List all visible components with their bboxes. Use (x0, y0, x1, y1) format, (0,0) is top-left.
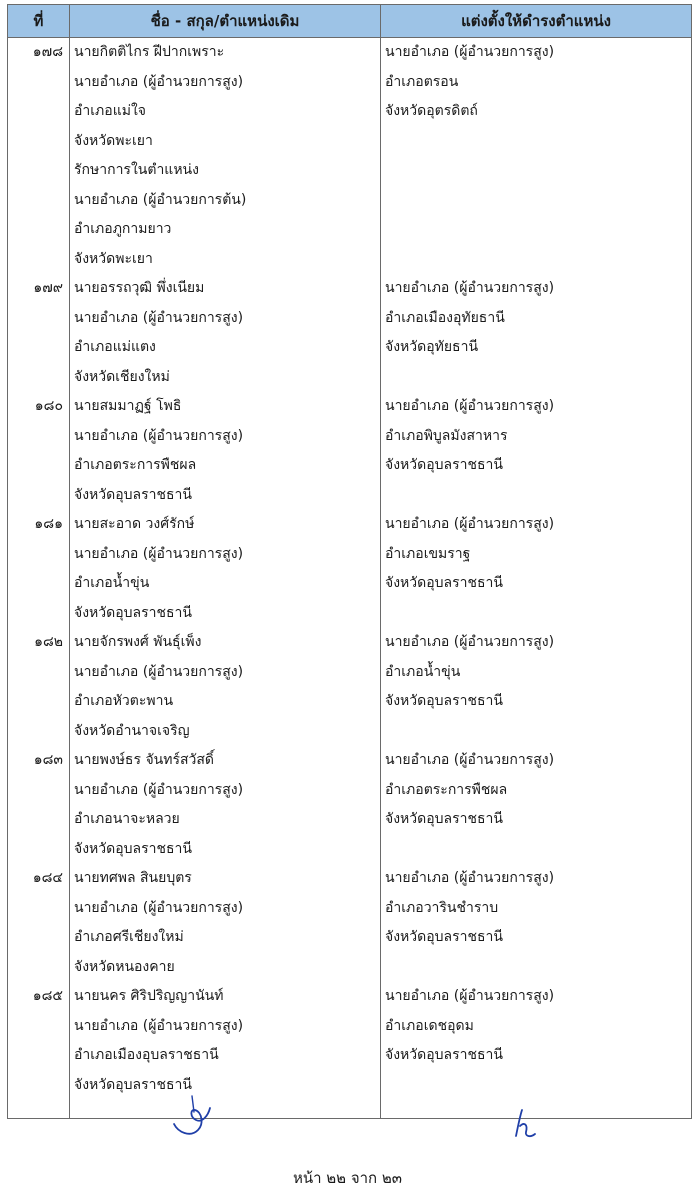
header-name-old-position: ชื่อ - สกุล/ตำแหน่งเดิม (70, 5, 381, 38)
new-position-line: จังหวัดอุบลราชธานี (385, 1047, 503, 1063)
old-position-line: อำเภอภูกามยาว (74, 221, 172, 237)
new-position-line: นายอำเภอ (ผู้อำนวยการสูง) (385, 398, 555, 414)
row-number-text: ๑๘๐ (34, 398, 63, 414)
new-position-line: จังหวัดอุบลราชธานี (385, 811, 503, 827)
row-number (8, 392, 70, 510)
old-position-line: นายทศพล สินยบุตร (74, 870, 192, 886)
new-position-line: จังหวัดอุบลราชธานี (385, 575, 503, 591)
table-row (8, 38, 692, 275)
old-position-line: จังหวัดอุบลราชธานี (74, 1076, 192, 1093)
old-position-line: อำเภอแม่ใจ (74, 103, 146, 119)
old-position-line: อำเภอเมืองอุบลราชธานี (74, 1047, 219, 1063)
old-position-cell (70, 510, 381, 628)
table-row (8, 628, 692, 746)
row-number (8, 982, 70, 1119)
old-position-cell (70, 274, 381, 392)
page-number: หน้า ๒๒ จาก ๒๓ (292, 1169, 403, 1187)
new-position-line: อำเภอตระการพืชผล (385, 781, 508, 798)
old-position-line: อำเภอตระการพืชผล (74, 457, 197, 473)
row-number (8, 746, 70, 864)
old-position-line: นายอำเภอ (ผู้อำนวยการสูง) (74, 309, 244, 326)
new-position-cell (381, 274, 692, 392)
new-position-line: นายอำเภอ (ผู้อำนวยการสูง) (385, 752, 555, 768)
table-header (8, 5, 692, 38)
new-position-line: อำเภอวารินชำราบ (385, 899, 499, 916)
old-position-line: อำเภอนาจะหลวย (74, 811, 180, 827)
old-position-cell (70, 38, 381, 275)
new-position-cell (381, 510, 692, 628)
old-position-line: นายอำเภอ (ผู้อำนวยการสูง) (74, 545, 244, 562)
old-position-cell (70, 746, 381, 864)
signature-left (168, 1090, 218, 1146)
new-position-line: จังหวัดอุทัยธานี (385, 339, 479, 355)
new-position-line: อำเภอน้ำขุ่น (385, 663, 461, 680)
old-position-line: นายอำเภอ (ผู้อำนวยการสูง) (74, 899, 244, 916)
new-position-line: อำเภอตรอน (385, 73, 459, 90)
row-number-text: ๑๗๙ (33, 280, 63, 296)
row-number-text: ๑๘๕ (32, 988, 63, 1004)
old-position-line: จังหวัดอำนาจเจริญ (74, 722, 190, 739)
old-position-line: จังหวัดอุบลราชธานี (74, 840, 192, 857)
old-position-line: จังหวัดพะเยา (74, 250, 153, 267)
new-position-line: นายอำเภอ (ผู้อำนวยการสูง) (385, 280, 555, 296)
old-position-line: จังหวัดอุบลราชธานี (74, 604, 192, 621)
row-number (8, 864, 70, 982)
row-number-text: ๑๘๔ (32, 870, 63, 886)
old-position-line: นายอำเภอ (ผู้อำนวยการสูง) (74, 781, 244, 798)
old-position-line: นายอำเภอ (ผู้อำนวยการสูง) (74, 427, 244, 444)
row-number (8, 274, 70, 392)
row-number (8, 628, 70, 746)
old-position-line: นายจักรพงศ์ พันธุ์เพ็ง (74, 634, 202, 650)
old-position-line: นายนคร ศิริปริญญานันท์ (74, 988, 224, 1004)
table-row (8, 392, 692, 510)
table-row (8, 746, 692, 864)
old-position-line: นายพงษ์ธร จันทร์สวัสดิ์ (74, 752, 215, 768)
old-position-line: นายอำเภอ (ผู้อำนวยการสูง) (74, 663, 244, 680)
old-position-line: จังหวัดเชียงใหม่ (74, 368, 170, 385)
old-position-line: รักษาการในตำแหน่ง (74, 162, 199, 178)
new-position-line: จังหวัดอุบลราชธานี (385, 693, 503, 709)
old-position-cell (70, 982, 381, 1119)
old-position-line: นายกิตติไกร ฝีปากเพราะ (74, 44, 225, 60)
header-new-position: แต่งตั้งให้ดำรงตำแหน่ง (381, 5, 692, 38)
new-position-line: อำเภอเขมราฐ (385, 545, 471, 562)
new-position-line: จังหวัดอุตรดิตถ์ (385, 103, 478, 119)
old-position-line: จังหวัดพะเยา (74, 132, 153, 149)
row-number (8, 38, 70, 275)
old-position-cell (70, 628, 381, 746)
table-row (8, 864, 692, 982)
signature-right (508, 1104, 542, 1144)
new-position-cell (381, 38, 692, 275)
new-position-cell (381, 982, 692, 1119)
new-position-cell (381, 392, 692, 510)
table-row (8, 510, 692, 628)
table-row (8, 982, 692, 1119)
new-position-line: อำเภอเดชอุดม (385, 1017, 474, 1034)
header-no: ที่ (8, 5, 70, 38)
new-position-line: นายอำเภอ (ผู้อำนวยการสูง) (385, 634, 555, 650)
old-position-line: นายสะอาด วงศ์รักษ์ (74, 516, 195, 532)
row-number (8, 510, 70, 628)
old-position-line: อำเภอศรีเชียงใหม่ (74, 929, 184, 945)
new-position-cell (381, 746, 692, 864)
new-position-line: นายอำเภอ (ผู้อำนวยการสูง) (385, 988, 555, 1004)
old-position-cell (70, 392, 381, 510)
new-position-cell (381, 864, 692, 982)
row-number-text: ๑๗๘ (32, 44, 63, 60)
new-position-line: นายอำเภอ (ผู้อำนวยการสูง) (385, 44, 555, 60)
old-position-line: จังหวัดหนองคาย (74, 958, 175, 975)
old-position-line: จังหวัดอุบลราชธานี (74, 486, 192, 503)
old-position-cell (70, 864, 381, 982)
row-number-text: ๑๘๓ (33, 752, 63, 768)
old-position-line: นายอรรถวุฒิ พึ่งเนียม (74, 280, 205, 296)
appointment-table (7, 4, 692, 1119)
old-position-line: อำเภอหัวตะพาน (74, 693, 174, 709)
new-position-line: อำเภอพิบูลมังสาหาร (385, 427, 508, 444)
new-position-line: อำเภอเมืองอุทัยธานี (385, 309, 505, 326)
table-row (8, 274, 692, 392)
old-position-line: อำเภอน้ำขุ่น (74, 575, 150, 591)
old-position-line: อำเภอแม่แตง (74, 339, 156, 355)
new-position-line: จังหวัดอุบลราชธานี (385, 929, 503, 945)
old-position-line: นายอำเภอ (ผู้อำนวยการต้น) (74, 191, 247, 208)
row-number-text: ๑๘๒ (34, 634, 63, 650)
old-position-line: นายสมมาฏฐ์ โพธิ (74, 398, 182, 414)
row-number-text: ๑๘๑ (34, 516, 63, 532)
new-position-line: นายอำเภอ (ผู้อำนวยการสูง) (385, 516, 555, 532)
new-position-line: จังหวัดอุบลราชธานี (385, 457, 503, 473)
new-position-cell (381, 628, 692, 746)
old-position-line: นายอำเภอ (ผู้อำนวยการสูง) (74, 1017, 244, 1034)
new-position-line: นายอำเภอ (ผู้อำนวยการสูง) (385, 870, 555, 886)
old-position-line: นายอำเภอ (ผู้อำนวยการสูง) (74, 73, 244, 90)
